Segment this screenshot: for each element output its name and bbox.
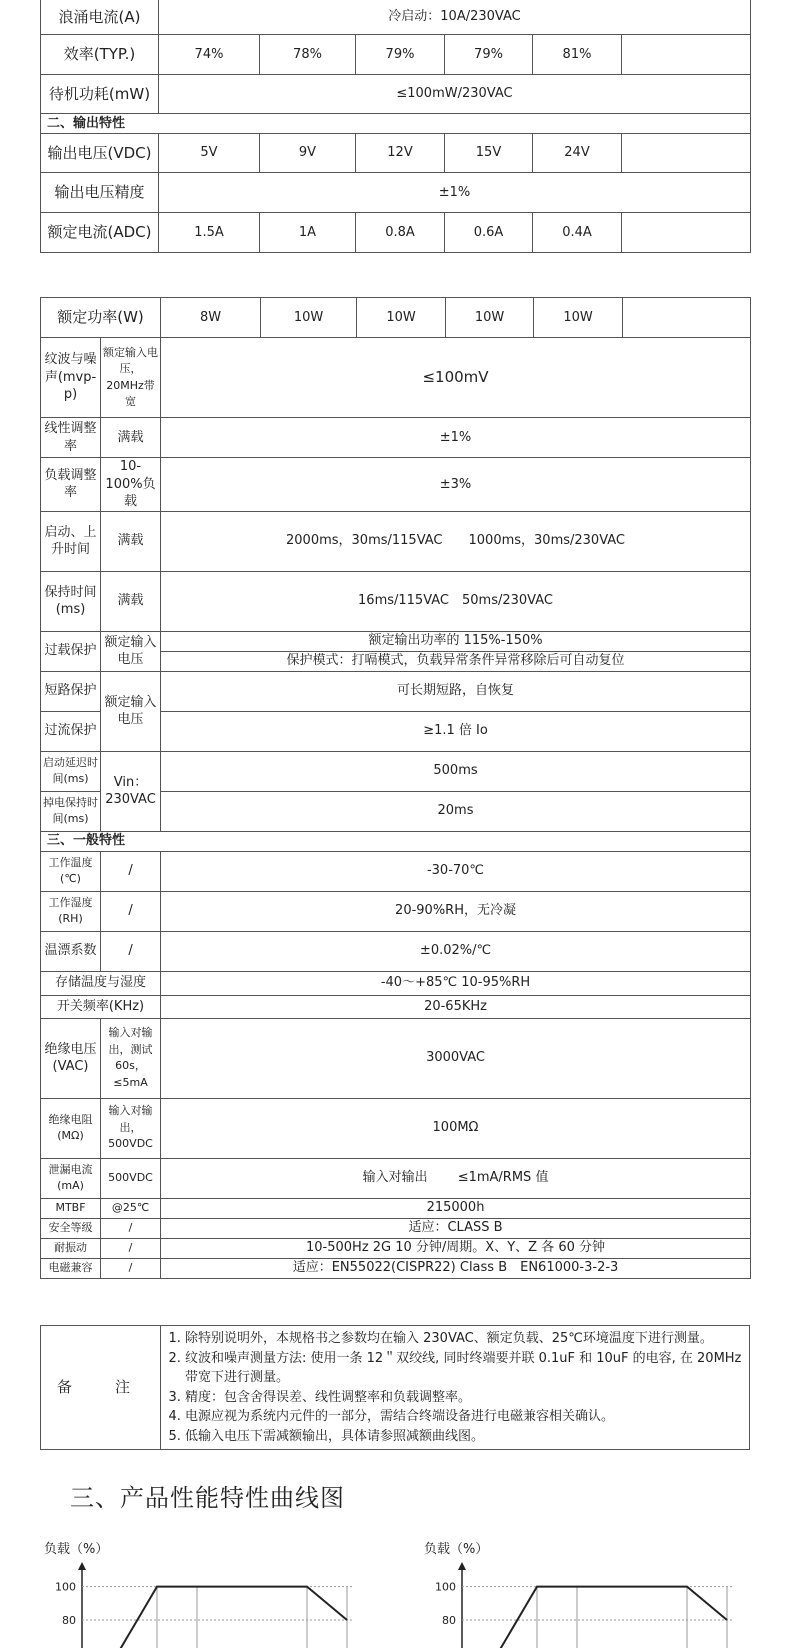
overload-mode: 保护模式：打嗝模式，负载异常条件异常移除后可自动复位	[161, 651, 751, 671]
isolation-resistance-label: 绝缘电阻(MΩ)	[41, 1098, 101, 1158]
efficiency-value: 79%	[445, 35, 533, 75]
vibration-value: 10-500Hz 2G 10 分钟/周期。X、Y、Z 各 60 分钟	[161, 1238, 751, 1258]
section-output-heading: 二、输出特性	[41, 114, 751, 134]
notes-list-cell	[161, 1326, 750, 1450]
iout-value: 0.4A	[533, 213, 622, 253]
iout-value: 0.8A	[356, 213, 445, 253]
op-humidity-label: 工作湿度(RH)	[41, 891, 101, 931]
note-item: 2. 纹波和噪声测量方法: 使用一条 12＂双绞线, 同时终端要并联 0.1uF 和 10uF 的电容, 在 20MHz 带宽下进行测量。	[185, 1349, 743, 1388]
efficiency-value: 81%	[533, 35, 622, 75]
empty-cell	[622, 134, 751, 173]
inrush-label: 浪涌电流(A)	[41, 0, 159, 35]
temp-drift-condition: /	[101, 931, 161, 971]
vout-value: 5V	[159, 134, 260, 173]
standby-value: ≤100mW/230VAC	[159, 75, 751, 114]
power-value: 10W	[534, 298, 623, 338]
op-temp-condition: /	[101, 851, 161, 891]
overcurrent-value: ≥1.1 倍 Io	[161, 711, 751, 751]
hold-time-label: 保持时间(ms)	[41, 571, 101, 631]
op-humidity-value: 20-90%RH，无冷凝	[161, 891, 751, 931]
efficiency-value: 78%	[260, 35, 356, 75]
load-reg-label: 负载调整率	[41, 458, 101, 512]
mtbf-label: MTBF	[41, 1198, 101, 1218]
note-item: 4. 电源应视为系统内元件的一部分，需结合终端设备进行电磁兼容相关确认。	[185, 1407, 743, 1427]
switch-freq-label: 开关频率(KHz)	[41, 995, 161, 1018]
startup-delay-value: 500ms	[161, 751, 751, 791]
storage-value: -40～+85℃ 10-95%RH	[161, 971, 751, 995]
section-general-heading: 三、一般特性	[41, 831, 751, 851]
y-tick-label: 100	[435, 1580, 456, 1594]
vout-value: 15V	[445, 134, 533, 173]
overcurrent-label: 过流保护	[41, 711, 101, 751]
chart-ylabel: 负载（%）	[424, 1542, 489, 1557]
short-circuit-label: 短路保护	[41, 671, 101, 711]
iout-value: 1A	[260, 213, 356, 253]
note-item: 5. 低输入电压下需减额输出，具体请参照减额曲线图。	[185, 1427, 743, 1447]
leakage-condition: 500VDC	[101, 1158, 161, 1198]
ripple-label: 纹波与噪声(mvp-p)	[41, 338, 101, 418]
notes-table	[40, 1325, 750, 1450]
short-circuit-value: 可长期短路，自恢复	[161, 671, 751, 711]
isolation-resistance-value: 100MΩ	[161, 1098, 751, 1158]
general-spec-table	[40, 297, 751, 1279]
efficiency-value: 74%	[159, 35, 260, 75]
startup-delay-label: 启动延迟时间(ms)	[41, 751, 101, 791]
hold-time-condition: 满载	[101, 571, 161, 631]
rise-time-condition: 满载	[101, 511, 161, 571]
isolation-resistance-condition: 输入对输出，500VDC	[101, 1098, 161, 1158]
derating-chart-left	[44, 1538, 374, 1642]
vout-value: 12V	[356, 134, 445, 173]
vout-value: 9V	[260, 134, 356, 173]
notes-title: 备 注	[41, 1326, 161, 1450]
vibration-label: 耐振动	[41, 1238, 101, 1258]
emc-value: 适应：EN55022(CISPR22) Class B EN61000-3-2-3	[161, 1258, 751, 1278]
derating-curve	[102, 1587, 347, 1648]
leakage-value: 输入对输出 ≤1mA/RMS 值	[161, 1158, 751, 1198]
safety-value: 适应：CLASS B	[161, 1218, 751, 1238]
y-axis-arrow	[458, 1562, 466, 1570]
iout-value: 0.6A	[445, 213, 533, 253]
leakage-label: 泄漏电流(mA)	[41, 1158, 101, 1198]
power-value: 10W	[446, 298, 534, 338]
power-label: 额定功率(W)	[41, 298, 161, 338]
inrush-value: 冷启动：10A/230VAC	[159, 0, 751, 35]
emc-label: 电磁兼容	[41, 1258, 101, 1278]
note-item: 3. 精度：包含舍得误差、线性调整率和负载调整率。	[185, 1388, 743, 1408]
efficiency-value: 79%	[356, 35, 445, 75]
section-heading: 三、产品性能特性曲线图	[70, 1484, 345, 1512]
accuracy-value: ±1%	[159, 173, 751, 213]
notes-list	[167, 1329, 743, 1446]
empty-cell	[623, 298, 751, 338]
overload-condition: 额定输入电压	[101, 631, 161, 671]
protection-condition: 额定输入电压	[101, 671, 161, 751]
chart-ylabel: 负载（%）	[44, 1542, 109, 1557]
derating-curve	[482, 1587, 727, 1648]
empty-cell	[622, 35, 751, 75]
safety-condition: /	[101, 1218, 161, 1238]
op-temp-label: 工作温度(℃)	[41, 851, 101, 891]
standby-label: 待机功耗(mW)	[41, 75, 159, 114]
load-reg-value: ±3%	[161, 458, 751, 512]
isolation-voltage-value: 3000VAC	[161, 1018, 751, 1098]
power-value: 10W	[261, 298, 357, 338]
isolation-voltage-condition: 输入对输出，测试 60s，≤5mA	[101, 1018, 161, 1098]
op-temp-value: -30-70℃	[161, 851, 751, 891]
accuracy-label: 输出电压精度	[41, 173, 159, 213]
y-tick-label: 80	[62, 1614, 76, 1627]
y-axis-arrow	[78, 1562, 86, 1570]
line-reg-condition: 满载	[101, 418, 161, 458]
isolation-voltage-label: 绝缘电压(VAC)	[41, 1018, 101, 1098]
efficiency-label: 效率(TYP.)	[41, 35, 159, 75]
safety-label: 安全等级	[41, 1218, 101, 1238]
temp-drift-value: ±0.02%/℃	[161, 931, 751, 971]
chart-svg	[424, 1558, 744, 1648]
ripple-condition: 额定输入电压，20MHz带宽	[101, 338, 161, 418]
hold-time-value: 16ms/115VAC 50ms/230VAC	[161, 571, 751, 631]
vibration-condition: /	[101, 1238, 161, 1258]
input-output-spec-table	[40, 0, 751, 253]
mtbf-condition: @25℃	[101, 1198, 161, 1218]
power-value: 10W	[357, 298, 446, 338]
storage-label: 存储温度与湿度	[41, 971, 161, 995]
op-humidity-condition: /	[101, 891, 161, 931]
derating-chart-right	[424, 1538, 754, 1642]
y-tick-label: 80	[442, 1614, 456, 1627]
vout-value: 24V	[533, 134, 622, 173]
overload-value: 额定输出功率的 115%-150%	[161, 631, 751, 651]
rise-time-value: 2000ms，30ms/115VAC 1000ms，30ms/230VAC	[161, 511, 751, 571]
holdoff-value: 20ms	[161, 791, 751, 831]
chart-svg	[44, 1558, 364, 1648]
vin-condition: Vin：230VAC	[101, 751, 161, 831]
overload-label: 过载保护	[41, 631, 101, 671]
switch-freq-value: 20-65KHz	[161, 995, 751, 1018]
ripple-value: ≤100mV	[161, 338, 751, 418]
line-reg-label: 线性调整率	[41, 418, 101, 458]
line-reg-value: ±1%	[161, 418, 751, 458]
load-reg-condition: 10-100%负载	[101, 458, 161, 512]
emc-condition: /	[101, 1258, 161, 1278]
empty-cell	[622, 213, 751, 253]
iout-label: 额定电流(ADC)	[41, 213, 159, 253]
mtbf-value: 215000h	[161, 1198, 751, 1218]
power-value: 8W	[161, 298, 261, 338]
temp-drift-label: 温漂系数	[41, 931, 101, 971]
holdoff-label: 掉电保持时间(ms)	[41, 791, 101, 831]
note-item: 1. 除特别说明外，本规格书之参数均在输入 230VAC、额定负载、25℃环境温度下进行测量。	[185, 1329, 743, 1349]
y-tick-label: 100	[55, 1580, 76, 1594]
rise-time-label: 启动、上升时间	[41, 511, 101, 571]
vout-label: 输出电压(VDC)	[41, 134, 159, 173]
iout-value: 1.5A	[159, 213, 260, 253]
